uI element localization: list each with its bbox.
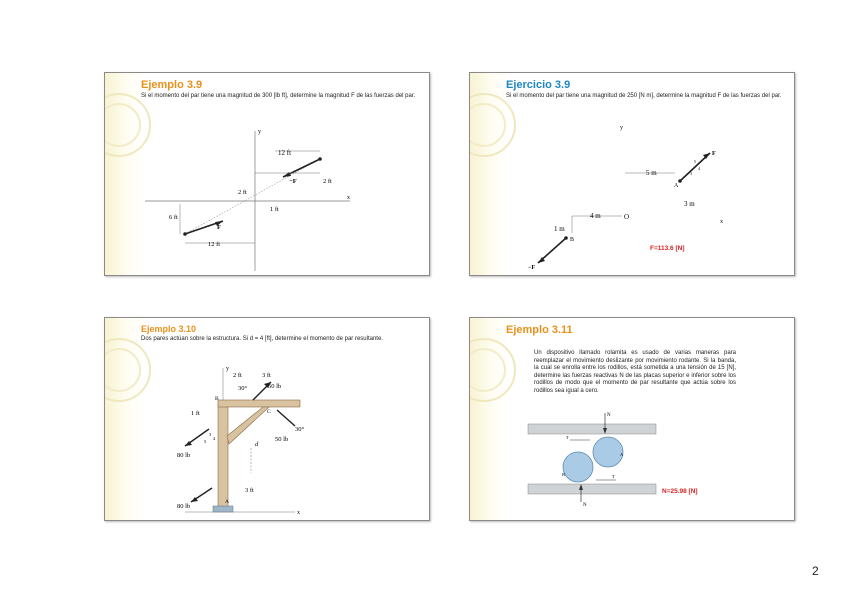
force-label: F xyxy=(217,224,221,231)
slide-title: Ejemplo 3.10 xyxy=(141,324,197,334)
angle-label: 30° xyxy=(295,426,305,433)
dimension-label: 5 m xyxy=(646,169,657,177)
force-label: 50 lb xyxy=(268,383,282,390)
dimension-label: 1 ft xyxy=(191,410,200,417)
dimension-label: d xyxy=(255,441,259,448)
slide-description: Dos pares actúan sobre la estructura. Si d = 4 [ft], determine el momento de par resultante. xyxy=(141,336,383,342)
force-label: −F xyxy=(289,178,297,185)
x-axis-label: x xyxy=(297,510,300,516)
point-label: A xyxy=(620,452,624,457)
dimension-label: 1 ft xyxy=(270,206,279,213)
force-label: 80 lb xyxy=(177,452,191,459)
slide-ejercicio-3-9 xyxy=(469,72,795,276)
ratio-label: 3 xyxy=(690,171,692,176)
ratio-label: 3 xyxy=(209,432,212,437)
force-label: T xyxy=(566,435,569,440)
force-label: 80 lb xyxy=(177,503,191,510)
angle-label: 30° xyxy=(238,385,248,392)
dimension-label: 4 m xyxy=(590,212,601,220)
ratio-label: 5 xyxy=(204,439,207,444)
slide-title: Ejemplo 3.11 xyxy=(506,324,573,336)
answer-text: N=25.98 [N] xyxy=(662,488,698,495)
dimension-label: 2 ft xyxy=(323,178,332,185)
dimension-label: 2 ft xyxy=(238,189,247,196)
page-number: 2 xyxy=(812,564,819,578)
answer-text: F=113.6 [N] xyxy=(650,245,685,252)
slide-title: Ejercicio 3.9 xyxy=(506,79,571,91)
point-label: B xyxy=(570,237,575,243)
y-axis-label: y xyxy=(620,125,623,131)
point-label: A xyxy=(674,183,679,189)
point-label: B xyxy=(215,396,219,402)
x-axis-label: x xyxy=(347,195,350,201)
figure-rolamite-diagram xyxy=(470,318,795,521)
point-label: O xyxy=(624,213,630,221)
figure-couple-diagram xyxy=(470,73,795,276)
dimension-label: 2 ft xyxy=(233,372,242,379)
slide-title: Ejemplo 3.9 xyxy=(141,79,203,91)
slide-ejemplo-3-11 xyxy=(469,317,795,521)
dimension-label: 1 m xyxy=(554,225,565,233)
force-label: N xyxy=(607,413,611,418)
ratio-label: 4 xyxy=(698,166,700,171)
y-axis-label: y xyxy=(258,129,261,135)
force-label: 50 lb xyxy=(275,436,289,443)
slide-description: Un dispositivo llamado rolamita es usado de varias maneras para reemplazar el movimiento deslizante por movimiento rodante. Si la banda, la cual se enrolla entre los rodillos, está sometida a una tensión de 15 [N], determine las fuerzas reactivas N de las placas superior e inferior sobre los rodillos de modo que el momento de par resultante que actúa sobre los rodillos sea igual a cero. xyxy=(534,350,736,394)
slide-description: Si el momento del par tiene una magnitud de 250 [N m], determine la magnitud F de las fuerzas del par. xyxy=(506,93,782,99)
slide-description: Si el momento del par tiene una magnitud de 300 [lb ft], determine la magnitud F de las fuerzas del par. xyxy=(141,93,416,99)
y-axis-label: y xyxy=(226,366,229,372)
figure-frame-diagram xyxy=(105,318,430,521)
ratio-label: 4 xyxy=(213,436,216,441)
dimension-label: 6 ft xyxy=(169,214,178,221)
dimension-label: 12 ft xyxy=(278,149,292,157)
point-label: B xyxy=(562,472,566,477)
dimension-label: 3 m xyxy=(684,200,695,208)
slide-ejemplo-3-10 xyxy=(104,317,430,521)
figure-couple-diagram xyxy=(105,73,430,276)
force-label: N xyxy=(583,503,587,508)
dimension-label: 3 ft xyxy=(245,487,254,494)
dimension-label: 12 ft xyxy=(208,241,221,248)
force-label: F xyxy=(712,151,716,157)
ratio-label: 5 xyxy=(694,159,696,164)
force-label: −F xyxy=(528,265,536,271)
force-label: T xyxy=(612,474,615,479)
x-axis-label: x xyxy=(720,219,723,225)
point-label: C xyxy=(267,409,271,415)
point-label: A xyxy=(225,499,229,505)
slide-ejemplo-3-9 xyxy=(104,72,430,276)
dimension-label: 3 ft xyxy=(262,372,271,379)
